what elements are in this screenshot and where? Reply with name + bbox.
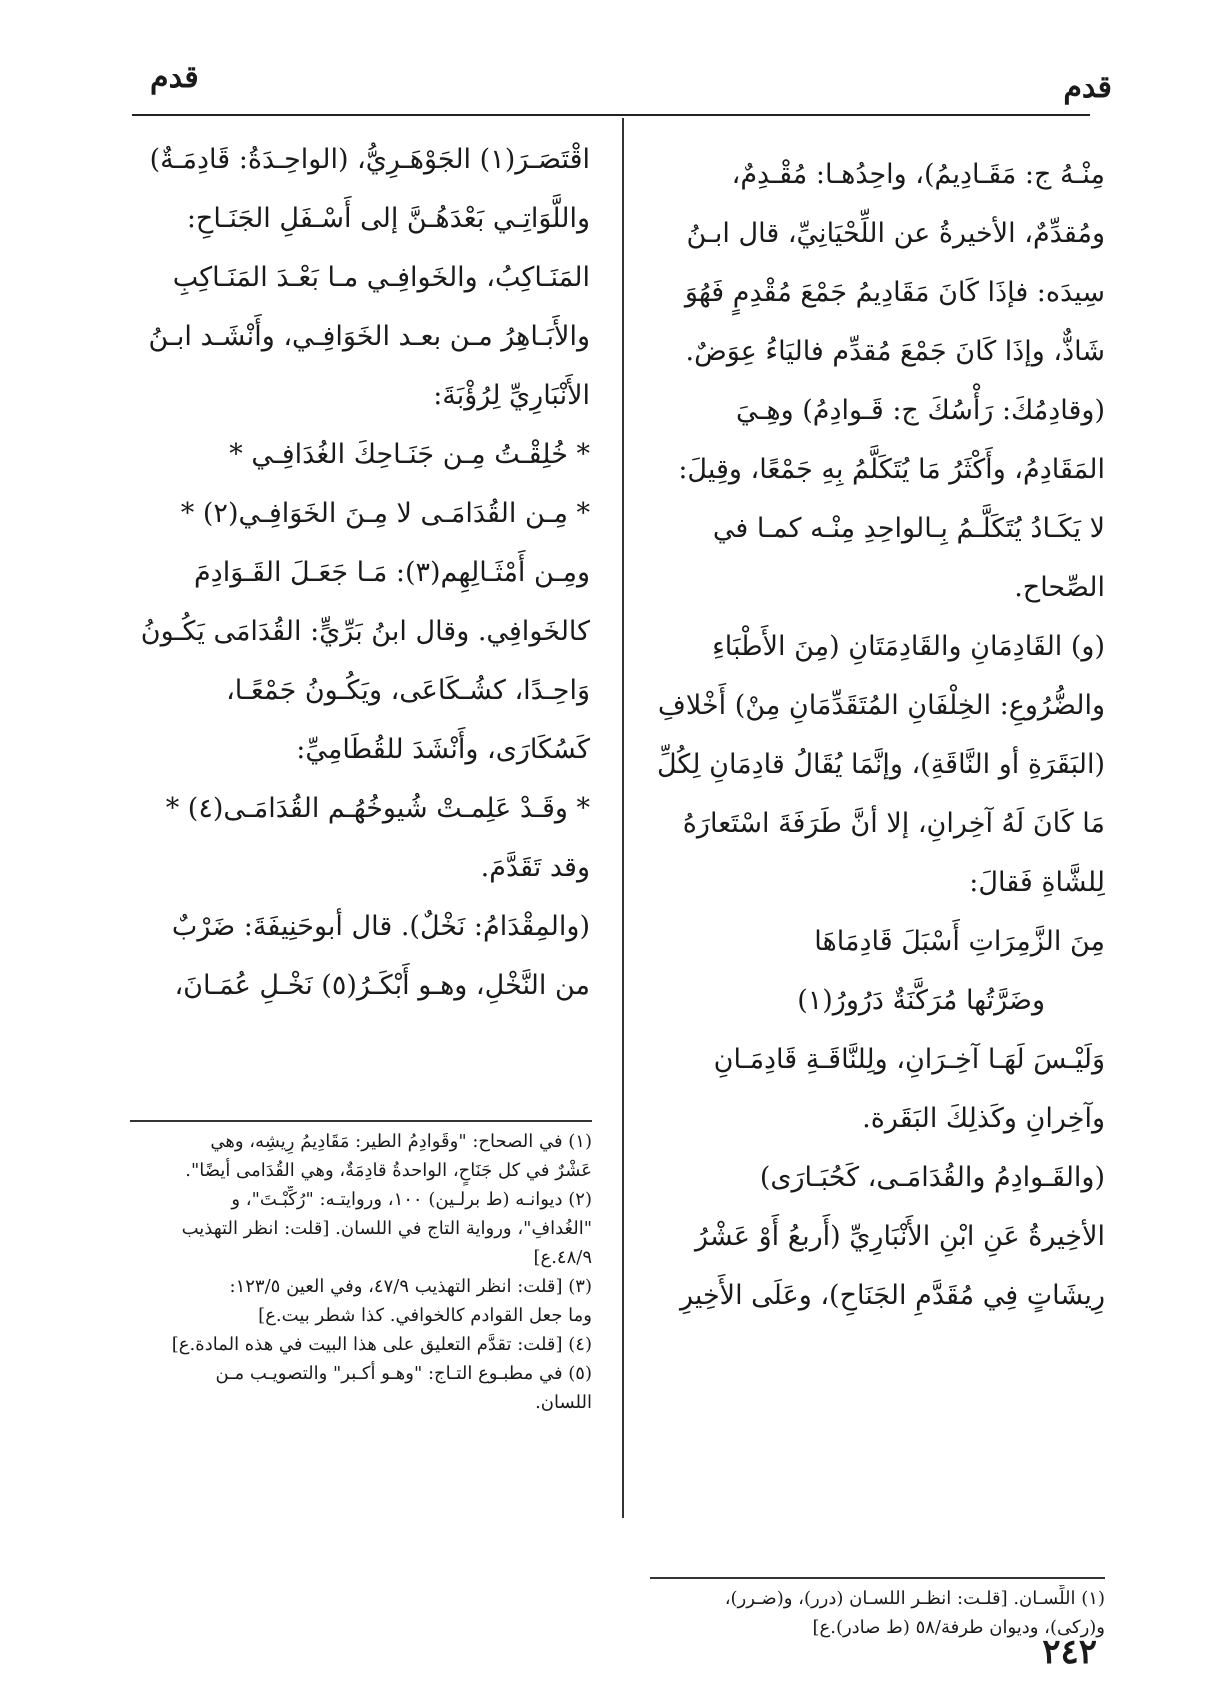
right-column (655, 145, 1105, 1325)
footnote-rule-right (650, 1577, 1105, 1579)
text-line: المَنَـاكِبُ، والخَوافِـي مـا بَعْـدَ المَنَـاكِبِ (172, 261, 590, 293)
text-line: وَلَيْـسَ لَهَـا آخِـرَانِ، ولِلنَّاقَـةِ قَادِمَـانِ (713, 1043, 1105, 1075)
verse-line: وضَرَّتُها مُرَكَّنَةٌ دَرُورُ(١) (797, 984, 1045, 1016)
text-line: كالخَوافِي. وقال ابنُ بَرِّيٍّ: القُدَامَى يَكُـونُ (140, 615, 590, 647)
footnote-line: وما جعل القوادم كالخوافي. كذا شطر بيت.ع] (258, 1305, 592, 1326)
text-line: الأخِيرةُ عَنِ ابْنِ الأَنْبَارِيِّ (أَربعُ أَوْ عَشْرُ (694, 1220, 1105, 1252)
footnote-line: اللسان. (535, 1392, 592, 1413)
text-line: والضُّرُوعِ: الخِلْفَانِ المُتَقَدِّمَانِ مِنْ) أَخْلافِ (657, 689, 1105, 721)
header-rule (132, 114, 1090, 116)
text-line: الصِّحاح. (1014, 571, 1105, 603)
verse-line: مِنَ الزَّمِرَاتِ أَسْبَلَ قَادِمَاهَا (814, 925, 1105, 957)
text-line: لا يَكَـادُ يُتَكَلَّـمُ بِـالواحِدِ مِنْـه كمـا في (712, 512, 1105, 544)
text-line: كَسُكَارَى، وأَنْشَدَ للقُطَامِيِّ: (296, 733, 590, 765)
verse-line: * وقَـدْ عَلِمـتْ شُيوخُهُـم القُدَامَـى(٤) * (165, 792, 590, 824)
footnotes-right (650, 1585, 1105, 1643)
text-line: (و) القَادِمَانِ والقَادِمَتَانِ (مِنَ الأَطْبَاءِ (712, 630, 1105, 662)
text-line: من النَّخْلِ، وهـو أَبْكَـرُ(٥) نَخْـلِ عُمَـانَ، (174, 969, 590, 1001)
verse-line: * خُلِقْـتُ مِـن جَنَـاحِكَ الغُدَافِـي * (229, 438, 590, 470)
footnote-line: (٢) ديوانـه (ط برلـين) ١٠٠، وروايتـه: "رُكِّبْـتَ"، و (231, 1189, 592, 1210)
verse-line: * مِـن القُدَامَـى لا مِـنَ الخَوَافِـي(٢) * (180, 497, 590, 529)
text-line: وآخِرانِ وكَذلِكَ البَقَرة. (862, 1102, 1105, 1134)
text-line: (البَقَرَةِ أو النَّاقَةِ)، وإنَّمَا يُقَالُ قادِمَانِ لِكُلِّ (656, 748, 1105, 780)
text-line: (وقادِمُكَ: رَأْسُكَ ج: قَـوادِمُ) وهِـيَ (735, 394, 1105, 426)
text-line: واللَّوَاتِـي بَعْدَهُـنَّ إلى أَسْـفَلِ الجَنَـاحِ: (186, 202, 590, 234)
footnote-rule-left (130, 1120, 592, 1122)
footnote-line: عَشْرٌ في كل جَنَاحٍ، الواحدةُ قادِمَةٌ، وهي القُدَامى أيضًا". (185, 1160, 592, 1181)
text-line: (والقَـوادِمُ والقُدَامَـى، كَحُبَـارَى) (759, 1161, 1105, 1193)
footnote-line: "الغُدافِ"، ورواية التاج في اللسان. [قلت: انظر التهذيب (181, 1218, 592, 1239)
text-line: لِلشَّاةِ فَقالَ: (969, 866, 1105, 898)
text-line: وقد تَقَدَّمَ. (480, 851, 590, 883)
text-line: المَقَادِمُ، وأَكْثَرُ مَا يُتَكَلَّمُ بِهِ جَمْعًا، وقِيلَ: (678, 453, 1105, 485)
footnotes-left (130, 1128, 592, 1418)
text-line: مِنْـهُ ج: مَقَـادِيمُ)، واحِدُهـا: مُقْـدِمٌ، (731, 158, 1105, 190)
footnote-line: (٤) [قلت: تقدَّم التعليق على هذا البيت في هذه المادة.ع] (171, 1334, 592, 1355)
footnote-line: و(ركى)، وديوان طرفة/٥٨ (ط صادر).ع] (812, 1617, 1105, 1638)
left-column (130, 130, 590, 1015)
footnote-line: ٤٨/٩.ع] (533, 1247, 592, 1268)
page-number: ٢٤٢ (1042, 1632, 1097, 1672)
footnote-line: (١) في الصحاح: "وقَوادِمُ الطير: مَقَادِيمُ رِيشِه، وهي (210, 1131, 592, 1152)
text-line: وَاحِـدًا، كشُـكَاعَى، ويَكُـونُ جَمْعًـا، (226, 674, 590, 706)
header-left-word: قدم (150, 60, 199, 95)
text-line: رِيشَاتٍ فِي مُقَدَّمِ الجَنَاحِ)، وعَلَى الأَخِيرِ (679, 1279, 1105, 1311)
text-line: ومُقدِّمٌ، الأخيرةُ عن اللِّحْيَانِيِّ، قال ابـنُ (686, 217, 1105, 249)
footnote-line: (١) اللِّسـان. [قلـت: انظـر اللسـان (درر)، و(ضـرر)، (724, 1588, 1105, 1609)
header-right-word: قدم (1063, 70, 1112, 105)
text-line: مَا كَانَ لَهُ آخِرانِ، إلا أنَّ طَرَفَةَ اسْتَعارَهُ (682, 807, 1105, 839)
footnote-line: (٣) [قلت: انظر التهذيب ٤٧/٩، وفي العين ١٢٣/٥: (229, 1276, 592, 1297)
text-line: ومِـن أَمْثَـالِهِم(٣): مَـا جَعَـلَ القَـوَادِمَ (193, 556, 590, 588)
column-divider (622, 118, 624, 1518)
text-line: والأَبَـاهِرُ مـن بعـد الخَوَافِـي، وأَنْشَـد ابـنُ (148, 320, 590, 352)
text-line: سِيدَه: فإذَا كَانَ مَقَادِيمُ جَمْعَ مُقْدِمٍ فَهُوَ (684, 276, 1105, 308)
text-line: اقْتَصَـرَ(١) الجَوْهَـرِيُّ، (الواحِـدَةُ: قَادِمَـةٌ) (149, 143, 590, 175)
text-line: الأَنْبَارِيِّ لِرُؤْبَةَ: (433, 379, 590, 411)
text-line: (والمِقْدَامُ: نَخْلٌ). قال أبوحَنِيفَةَ: ضَرْبٌ (171, 910, 590, 942)
footnote-line: (٥) في مطبـوع التـاج: "وهـو أكـبر" والتصويـب مـن (215, 1363, 592, 1384)
text-line: شَاذٌّ، وإذَا كَانَ جَمْعَ مُقدِّم فاليَاءُ عِوَضٌ. (685, 335, 1105, 367)
